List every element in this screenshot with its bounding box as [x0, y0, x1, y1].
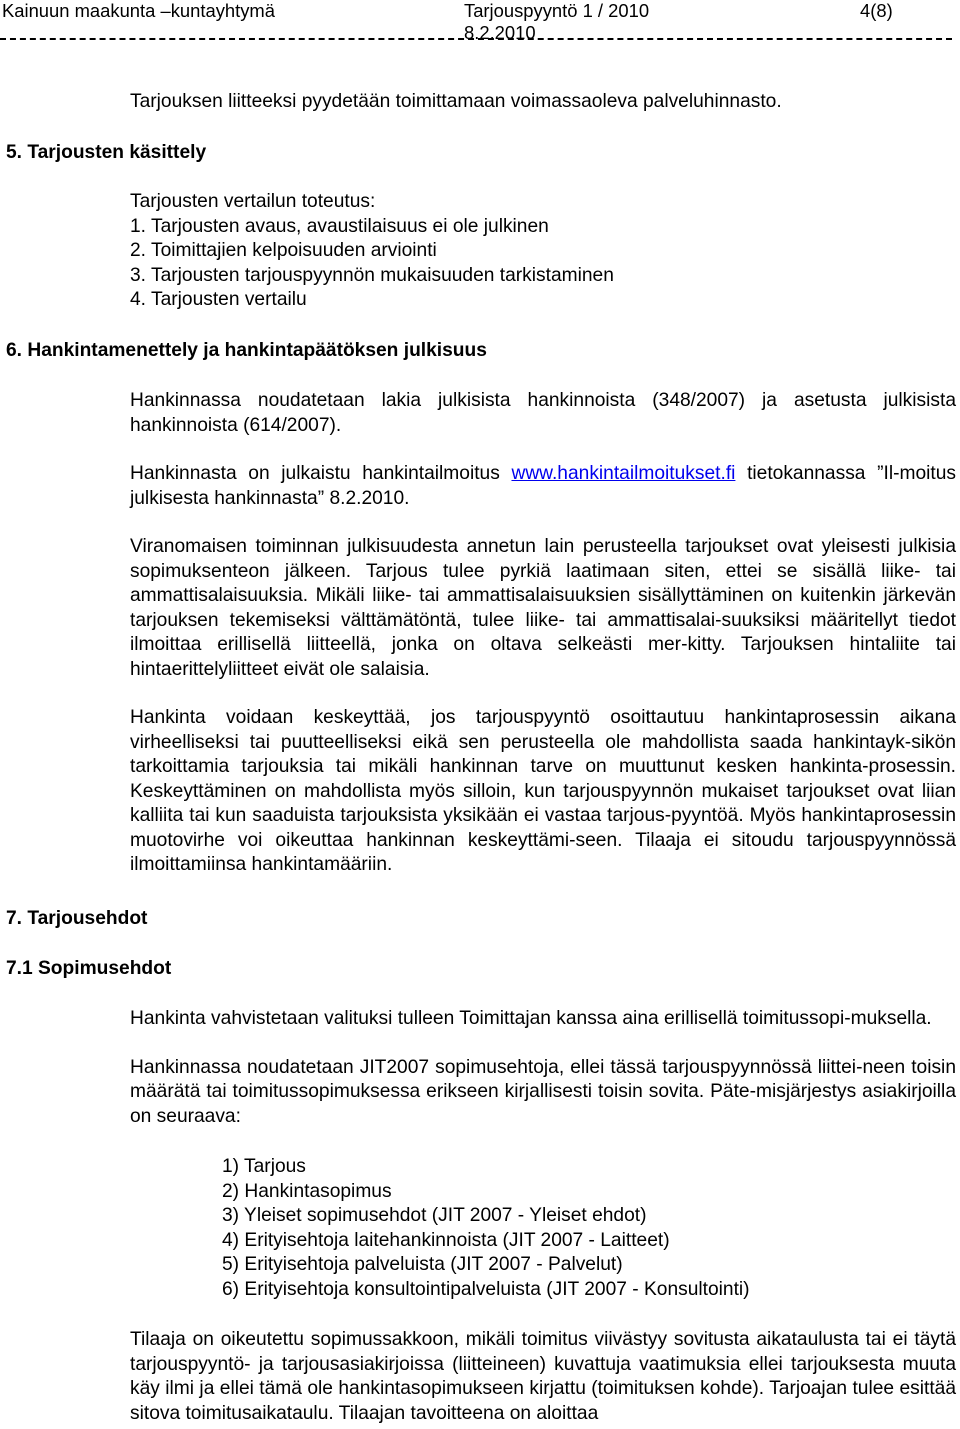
section-7-1-body — [130, 1007, 956, 1129]
list-item: 1) Tarjous — [222, 1156, 306, 1177]
section-6-heading: 6. Hankintamenettely ja hankintapäätöksen julkisuus — [6, 340, 487, 361]
list-item: 5) Erityisehtoja palveluista (JIT 2007 - Palvelut) — [222, 1254, 623, 1275]
section-6-body — [130, 389, 956, 878]
section-7-heading: 7. Tarjousehdot — [6, 908, 148, 929]
section-5-intro: Tarjousten vertailun toteutus: — [130, 191, 376, 212]
list-item: 6) Erityisehtoja konsultointipalveluista (JIT 2007 - Konsultointi) — [222, 1278, 750, 1300]
header-divider — [0, 38, 952, 40]
list-item: 3. Tarjousten tarjouspyynnön mukaisuuden tarkistaminen — [130, 264, 614, 286]
intro-text: Tarjouksen liitteeksi pyydetään toimittamaan voimassaoleva palveluhinnasto. — [130, 91, 782, 112]
header-organization: Kainuun maakunta –kuntayhtymä — [2, 0, 275, 21]
document-order-list-wrapper — [130, 1155, 956, 1302]
list-item: 4. Tarjousten vertailu — [130, 289, 307, 310]
list-item: 1. Tarjousten avaus, avaustilaisuus ei ole julkinen — [130, 215, 549, 237]
section-7-1-penalty — [130, 1328, 956, 1426]
paragraph: Viranomaisen toiminnan julkisuudesta annetun lain perusteella tarjoukset ovat yleisesti julkisia sopimuksenteon jälkeen. Tarjous tulee pyrkiä laatimaan siten, ettei se sisällä liike- tai ammattisalaisuuksia. Mikäli liike- tai ammattisalaisuuksien sisällyttäminen on kuitenkin järkevän tarjouksen tekemiseksi välttämätöntä, tulee liike- tai ammattisalai-suuksiksi määritellyt tiedot ilmoittaa erillisellä liitteellä, jonka on oltava selkeästi mer-kitty. Tarjouksen hintaliite tai hintaerittelyliitteet eivät ole salaisia. — [130, 536, 956, 680]
paragraph: Hankinnassa noudatetaan JIT2007 sopimusehtoja, ellei tässä tarjouspyynnössä liittei-neen toisin määrätä tai toimitussopimuksessa erikseen kirjallisesti toisin sovita. Päte-misjärjestys asiakirjoilla on seuraava: — [130, 1056, 956, 1127]
paragraph: Hankinnassa noudatetaan lakia julkisista hankinnoista (348/2007) ja asetusta julkisista hankinnoista (614/2007). — [130, 390, 956, 436]
list-item: 4) Erityisehtoja laitehankinnoista (JIT 2007 - Laitteet) — [222, 1229, 670, 1251]
paragraph: Tilaaja on oikeutettu sopimussakkoon, mikäli toimitus viivästyy sovitusta aikataulusta tai ei täytä tarjouspyyntö- ja tarjousasiakirjoissa (liitteineen) kuvattuja vaatimuksia ellei tarjouksesta muuta käy ilmi ja ellei tämä ole hankintasopimukseen kirjattu (toimituksen kohde). Tarjoajan tulee esittää sitova toimitusaikataulu. Tilaajan tavoitteena on aloittaa — [130, 1329, 956, 1424]
paragraph-text: Hankinnasta on julkaistu hankintailmoitus — [130, 463, 500, 484]
list-item: 3) Yleiset sopimusehdot (JIT 2007 - Yleiset ehdot) — [222, 1205, 647, 1226]
paragraph: Hankinta voidaan keskeyttää, jos tarjouspyyntö osoittautuu hankintaprosessin aikana virheelliseksi tai puutteelliseksi eikä sen perusteella ole mahdollista saada hankintayk-sikön tarkoittamia tarjouksia tai mikäli hankinnan tarve on muuttunut kesken hankinta-prosessin. Keskeyttäminen on mahdollista myös silloin, kun tarjouspyynnön mukaiset tarjoukset ovat liian kalliita tai kun saaduista tarjouksista yksikään ei vastaa tarjous-pyyntöä. Myös hankintaprosessin muotovirhe voi oikeuttaa hankinnan keskeyttämi-seen. Tilaaja ei sitoudu tarjouspyynnössä ilmoittamiinsa hankintamääriin. — [130, 707, 956, 875]
header-date: 8.2.2010 — [464, 22, 536, 43]
header-document-title: Tarjouspyyntö 1 / 2010 — [464, 0, 650, 21]
paragraph-text: tietokannassa ”Il-moitus julkisesta hankinnasta” 8.2.2010. — [130, 463, 956, 509]
hankintailmoitukset-link[interactable]: www.hankintailmoitukset.fi — [511, 463, 736, 484]
section-7-1-heading: 7.1 Sopimusehdot — [6, 958, 172, 979]
section-5-heading: 5. Tarjousten käsittely — [6, 142, 207, 163]
paragraph — [130, 462, 956, 511]
list-item: 2. Toimittajien kelpoisuuden arviointi — [130, 240, 437, 261]
header-page-number: 4(8) — [860, 0, 893, 21]
list-item: 2) Hankintasopimus — [222, 1180, 392, 1202]
document-order-list — [130, 1155, 956, 1302]
paragraph: Hankinta vahvistetaan valituksi tulleen Toimittajan kanssa aina erillisellä toimitussopi-muksella. — [130, 1008, 932, 1029]
section-5-body — [130, 190, 956, 313]
evaluation-steps-list — [130, 215, 956, 313]
